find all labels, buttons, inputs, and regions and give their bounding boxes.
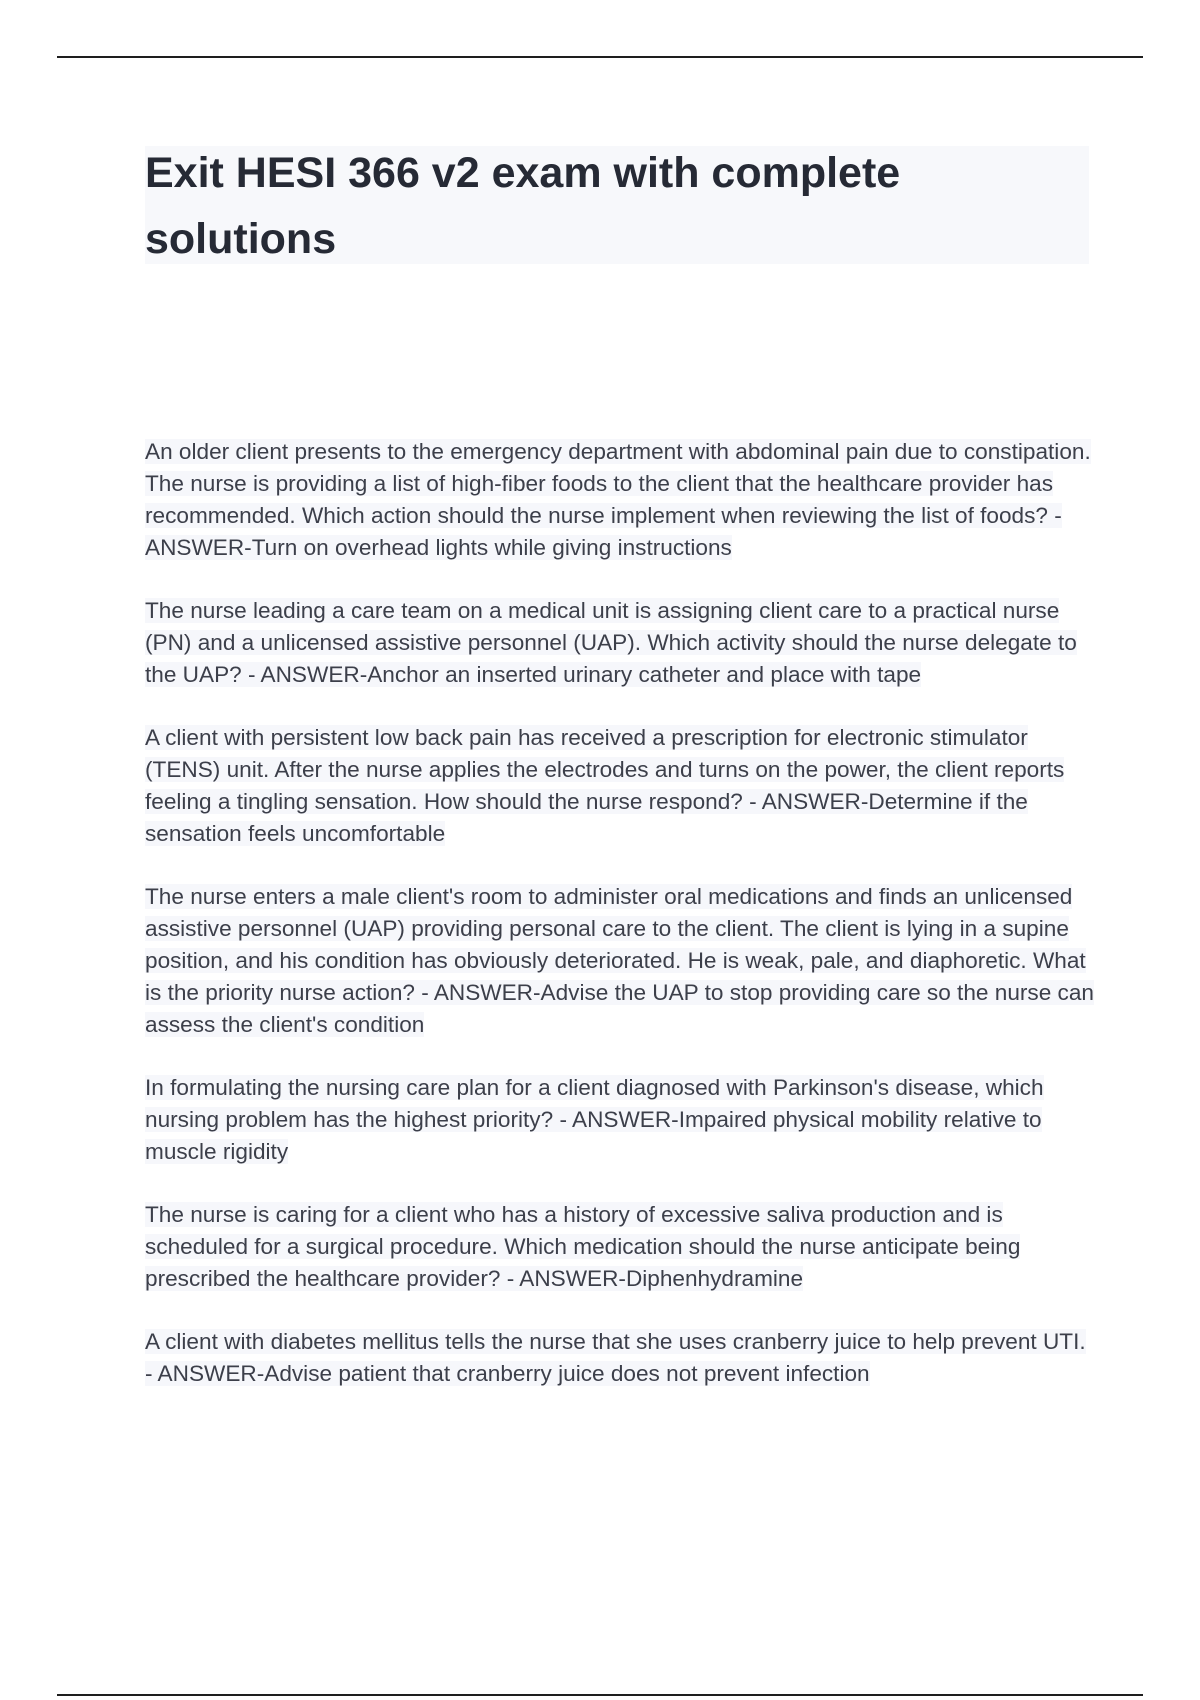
qa-item	[145, 595, 1095, 691]
document-title: Exit HESI 366 v2 exam with complete solutions	[145, 149, 901, 263]
qa-item-text: The nurse leading a care team on a medical unit is assigning client care to a practical nurse (PN) and a unlicensed assistive personnel (UAP). Which activity should the nurse delegate to the UAP? - ANSWER-Anchor an inserted urinary catheter and place with tape	[145, 598, 1077, 687]
qa-item	[145, 1326, 1095, 1390]
qa-item-text: An older client presents to the emergency department with abdominal pain due to constipation. The nurse is providing a list of high-fiber foods to the client that the healthcare provider has recommended. Which action should the nurse implement when reviewing the list of foods? - ANSWER-Turn on overhead lights while giving instructions	[145, 439, 1091, 560]
bottom-rule	[57, 1694, 1143, 1696]
qa-item	[145, 722, 1095, 850]
qa-item-text: A client with diabetes mellitus tells the nurse that she uses cranberry juice to help prevent UTI. - ANSWER-Advise patient that cranberry juice does not prevent infection	[145, 1329, 1086, 1386]
qa-item-text: The nurse is caring for a client who has a history of excessive saliva production and is scheduled for a surgical procedure. Which medication should the nurse anticipate being prescribed the healthcare provider? - ANSWER-Diphenhydramine	[145, 1202, 1021, 1291]
top-rule	[57, 56, 1143, 58]
qa-item	[145, 436, 1095, 564]
qa-item-text: The nurse enters a male client's room to administer oral medications and finds an unlicensed assistive personnel (UAP) providing personal care to the client. The client is lying in a supine position, and his condition has obviously deteriorated. He is weak, pale, and diaphoretic. What is the priority nurse action? - ANSWER-Advise the UAP to stop providing care so the nurse can assess the client's condition	[145, 884, 1094, 1037]
qa-item-text: A client with persistent low back pain has received a prescription for electronic stimulator (TENS) unit. After the nurse applies the electrodes and turns on the power, the client reports feeling a tingling sensation. How should the nurse respond? - ANSWER-Determine if the sensation feels uncomfortable	[145, 725, 1065, 846]
qa-item	[145, 881, 1095, 1041]
qa-list	[145, 436, 1095, 1421]
qa-item	[145, 1072, 1095, 1168]
qa-item	[145, 1199, 1095, 1295]
qa-item-text: In formulating the nursing care plan for a client diagnosed with Parkinson's disease, which nursing problem has the highest priority? - ANSWER-Impaired physical mobility relative to muscle rigidity	[145, 1075, 1044, 1164]
title-block	[145, 146, 1089, 264]
